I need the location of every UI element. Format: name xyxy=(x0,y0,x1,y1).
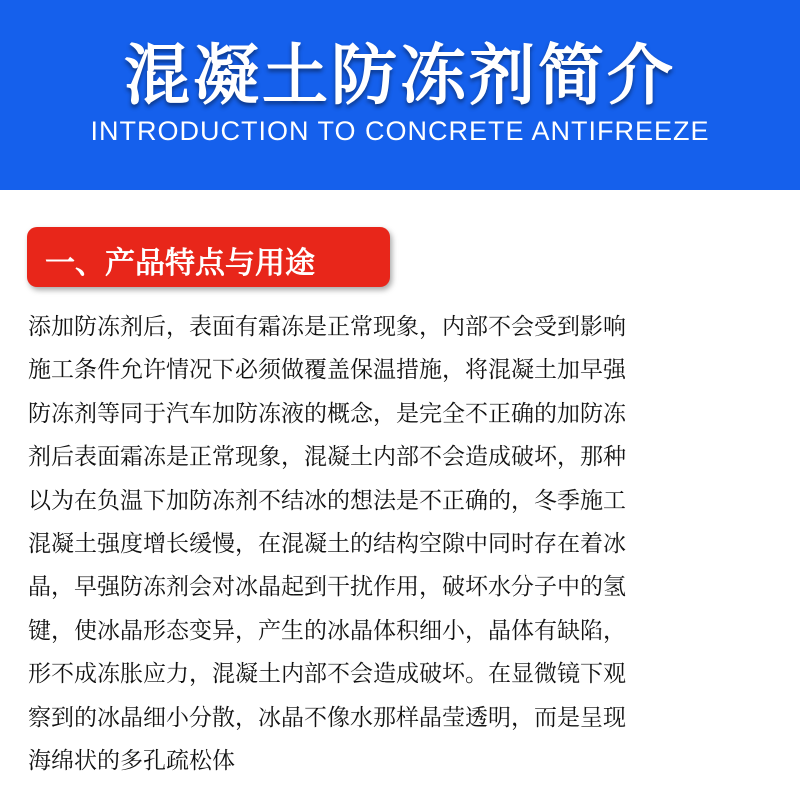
section-heading-badge xyxy=(27,227,390,287)
text-line: 海绵状的多孔疏松体 xyxy=(28,747,235,774)
text-line: 防冻剂等同于汽车加防冻液的概念，是完全不正确的加防冻 xyxy=(28,400,626,427)
header-banner xyxy=(0,0,800,190)
text-line: 察到的冰晶细小分散，冰晶不像水那样晶莹透明，而是呈现 xyxy=(28,704,626,731)
text-line: 键，使冰晶形态变异，产生的冰晶体积细小，晶体有缺陷， xyxy=(28,617,626,644)
text-line: 混凝土强度增长缓慢，在混凝土的结构空隙中同时存在着冰 xyxy=(28,530,626,557)
page-subtitle: INTRODUCTION TO CONCRETE ANTIFREEZE xyxy=(90,116,710,146)
text-line: 添加防冻剂后，表面有霜冻是正常现象，内部不会受到影响 xyxy=(28,314,626,340)
text-line: 施工条件允许情况下必须做覆盖保温措施，将混凝土加早强 xyxy=(28,357,626,384)
section-heading: 一、产品特点与用途 xyxy=(45,246,315,281)
text-line: 以为在负温下加防冻剂不结冰的想法是不正确的，冬季施工 xyxy=(28,487,626,514)
page-title: 混凝土防冻剂简介 xyxy=(124,37,676,114)
text-line: 形不成冻胀应力，混凝土内部不会造成破坏。在显微镜下观 xyxy=(28,661,626,688)
text-line: 剂后表面霜冻是正常现象，混凝土内部不会造成破坏，那种 xyxy=(28,444,626,471)
text-line: 晶，早强防冻剂会对冰晶起到干扰作用，破坏水分子中的氢 xyxy=(28,574,626,601)
body-paragraph xyxy=(28,306,788,783)
